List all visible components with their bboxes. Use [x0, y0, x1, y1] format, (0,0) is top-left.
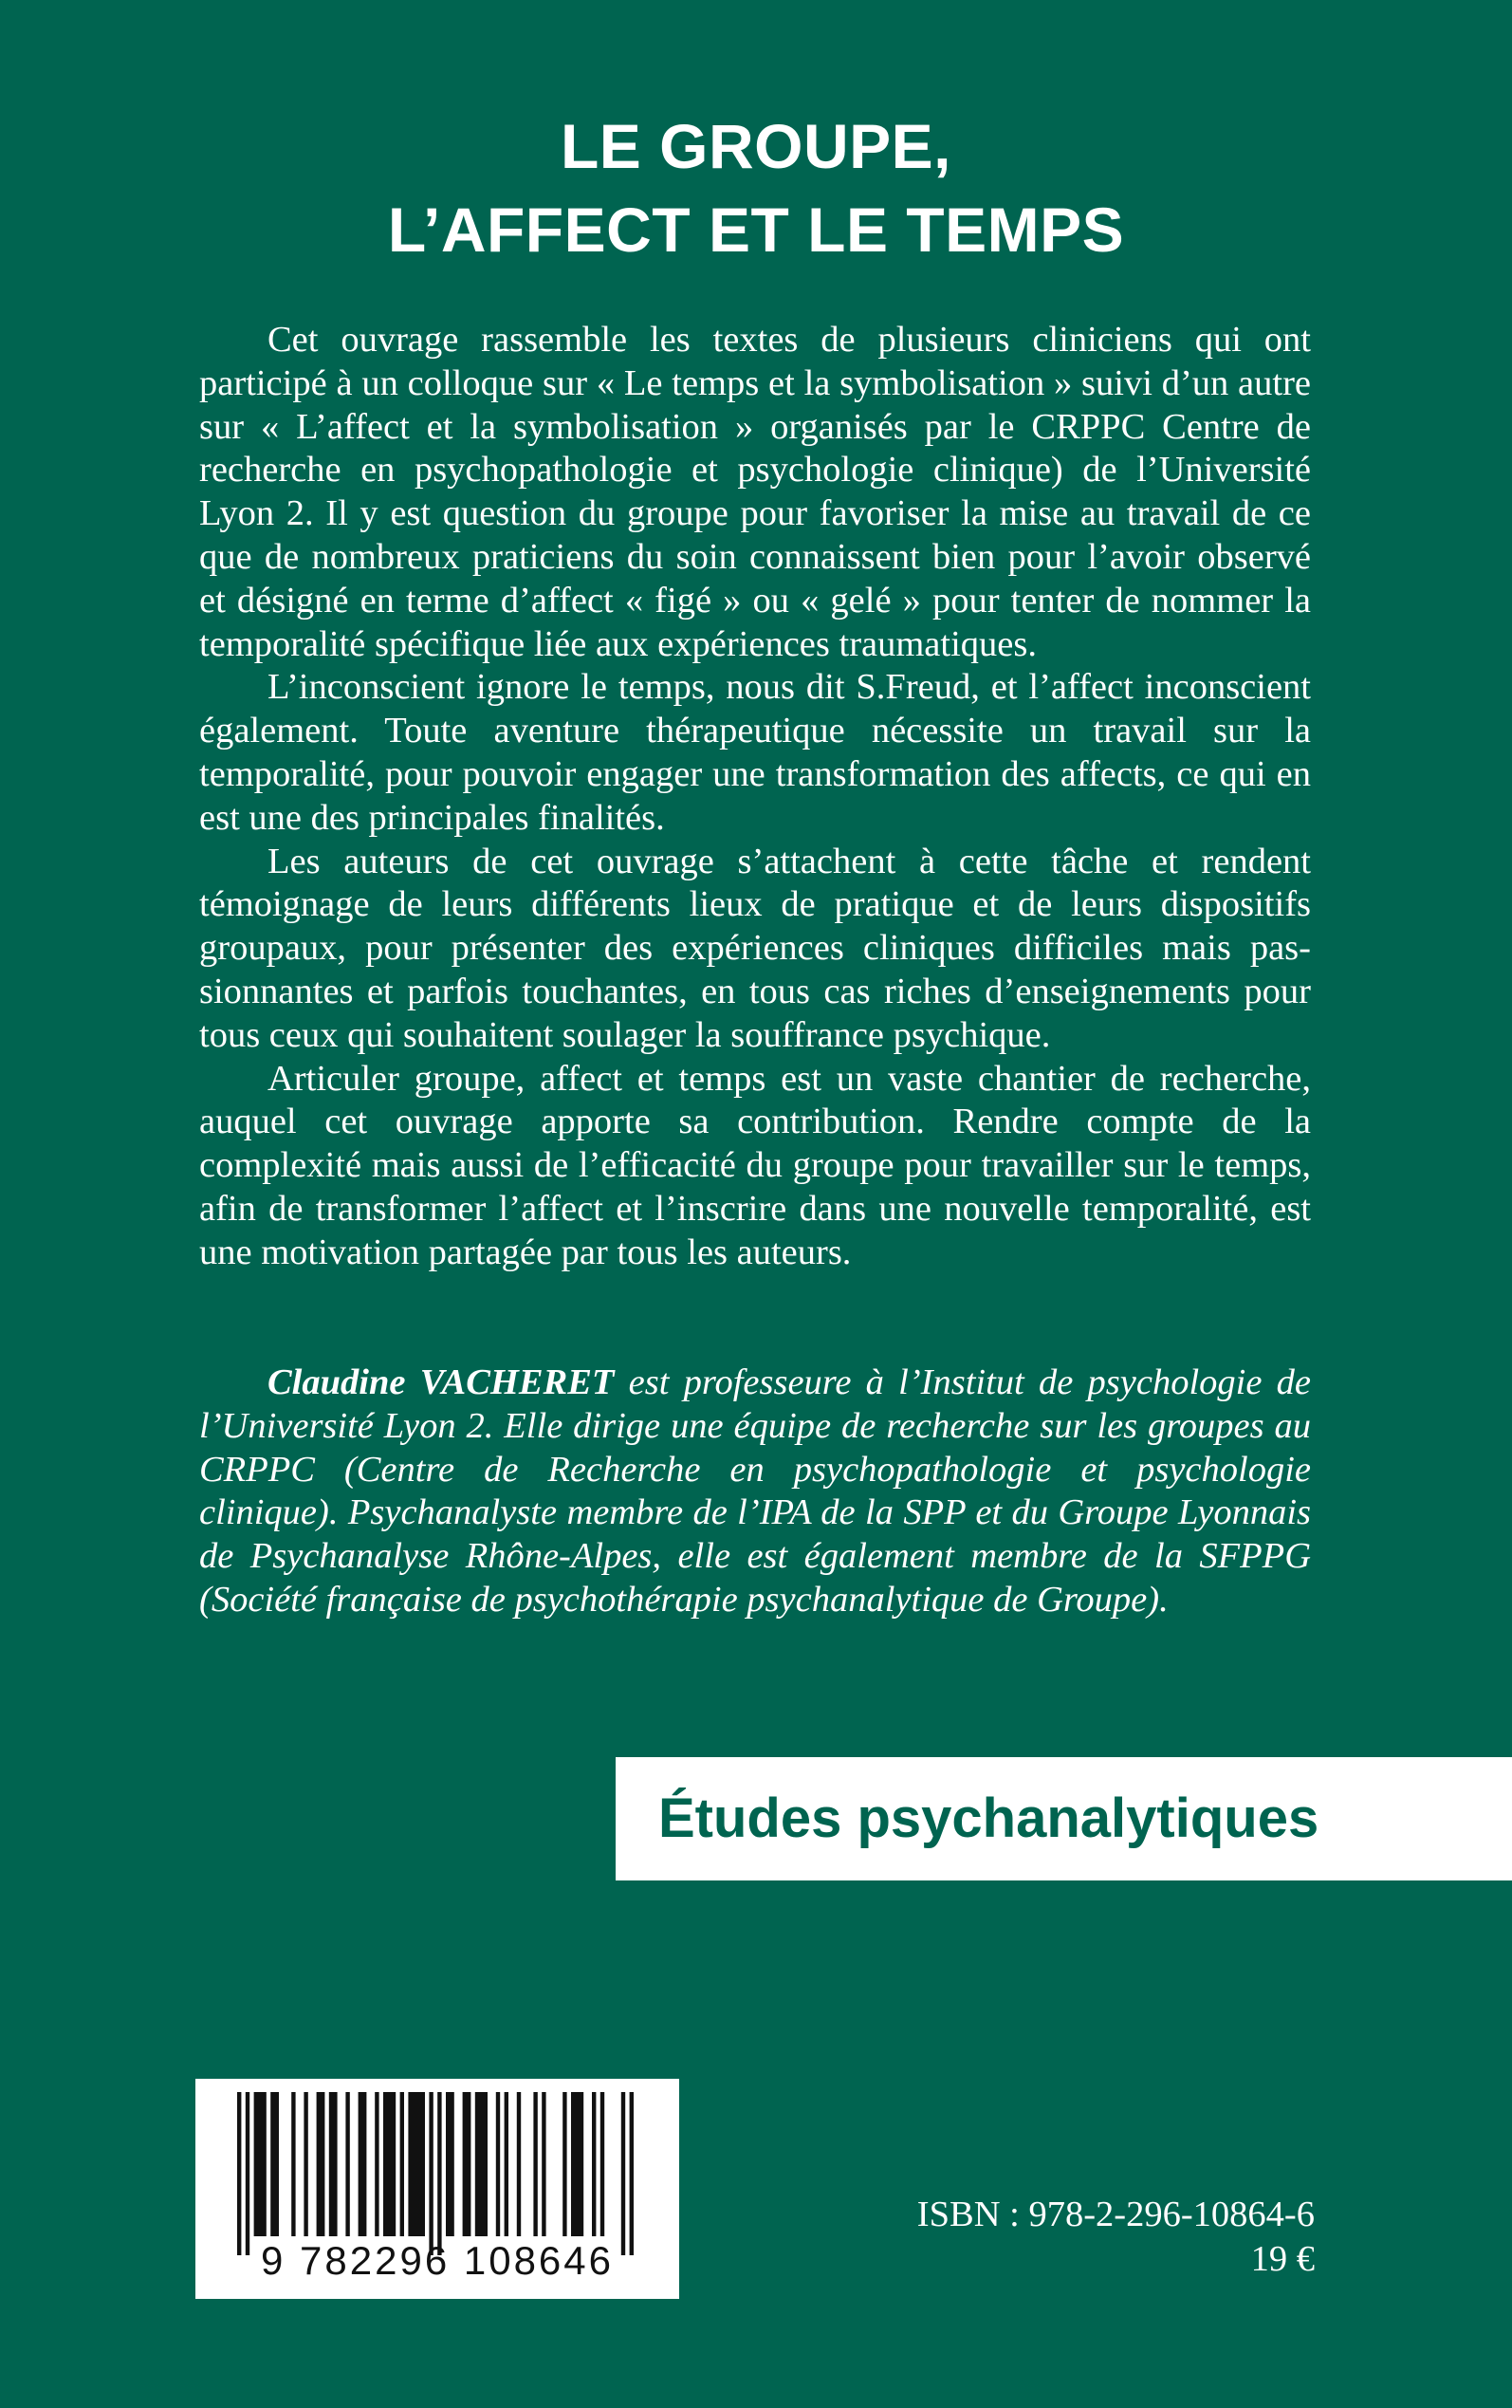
barcode-bar: [270, 2092, 279, 2236]
barcode-bar: [375, 2092, 378, 2236]
barcode-bar: [475, 2092, 488, 2236]
barcode-bar: [600, 2092, 604, 2236]
barcode-bar: [359, 2092, 367, 2236]
barcode-bar: [621, 2092, 625, 2255]
blurb-paragraph-4: Articuler groupe, affect et temps est un vaste chantier de recherche, auquel cet ouvrage apporte sa contribution. Rendre compte de la complexité mais aussi de l’efficacité du groupe pour travailler sur le temps, afin de transformer l’affect et l’inscrire dans une nouvelle temporalité, est une motivation partagée par tous les auteurs.: [199, 1058, 1311, 1272]
book-title: [0, 104, 1512, 271]
series-banner: [616, 1757, 1512, 1880]
blurb-paragraph-3: Les auteurs de cet ouvrage s’attachent à cette tâche et rendent témoignage de leurs différents lieux de pratique et de leurs dispositifs groupaux, pour présenter des expériences cliniques difficiles mais passionnantes et parfois touchantes, en tous cas riches d’enseignements pour tous ceux qui souhaitent soulager la souffrance psychique.: [199, 841, 1311, 1055]
barcode-bar: [542, 2092, 545, 2236]
series-name: Études psychanalytiques: [658, 1787, 1319, 1849]
barcode-bar: [383, 2092, 396, 2236]
author-bio: [199, 1361, 1311, 1622]
barcode-bar: [400, 2092, 404, 2236]
barcode-bar: [562, 2092, 566, 2236]
barcode-bar: [345, 2092, 349, 2236]
blurb-paragraph-1: Cet ouvrage rassemble les textes de plusieurs cliniciens qui ont participé à un colloque sur « Le temps et la symbolisation » suivi d’un autre sur « L’affect et la symbolisation » organisés par le CRPPC Centre de recherche en psychopathologie et psychologie clinique) de l’Université Lyon 2. Il y est question du groupe pour favoriser la mise au travail de ce que de nombreux praticiens du soin connaissent bien pour l’avoir observé et désigné en terme d’affect « figé » ou « gelé » pour tenter de nommer la temporalité spécifique liée aux expériences traumatiques.: [199, 320, 1311, 664]
barcode-bar: [317, 2092, 325, 2236]
isbn: ISBN : 978-2-296-10864-6: [916, 2195, 1315, 2234]
barcode-bar: [304, 2092, 307, 2236]
book-title-line-2: L’AFFECT ET LE TEMPS: [387, 194, 1125, 265]
barcode-bar: [329, 2092, 338, 2236]
barcode-bar: [505, 2092, 508, 2236]
barcode-bar: [571, 2092, 583, 2236]
barcode-bar: [429, 2092, 433, 2255]
barcode-bar: [437, 2092, 441, 2255]
barcode-bar: [592, 2092, 596, 2236]
barcode-bar: [630, 2092, 634, 2255]
barcode-bar: [291, 2092, 295, 2236]
blurb: [199, 319, 1311, 1275]
barcode-bar: [408, 2092, 425, 2236]
author-name: Claudine VACHERET: [267, 1362, 615, 1402]
barcode-bar: [246, 2092, 249, 2255]
barcode-bar: [517, 2092, 521, 2236]
price: 19 €: [1250, 2239, 1315, 2279]
barcode-digits: 9 782296 108646: [261, 2238, 614, 2283]
barcode-bar: [496, 2092, 500, 2236]
barcode-bar: [463, 2092, 471, 2236]
barcode-bar: [533, 2092, 537, 2236]
barcode-bar: [254, 2092, 267, 2236]
barcode-bar: [446, 2092, 454, 2236]
barcode: [195, 2079, 679, 2299]
book-title-line-1: LE GROUPE,: [560, 111, 952, 181]
barcode-bar: [237, 2092, 241, 2255]
blurb-paragraph-2: L’inconscient ignore le temps, nous dit S.Freud, et l’affect inconscient également. Toute aventure thérapeutique nécessite un travail sur la temporalité, pour pouvoir engager une transformation des affects, ce qui en est une des principales finalités.: [199, 667, 1311, 838]
author-bio-text: est professeure à l’Institut de psychologie de l’Université Lyon 2. Elle dirige une équipe de recherche sur les groupes au CRPPC (Centre de Recherche en psychopathologie et psychologie clinique). Psychanalyste membre de l’IPA de la SPP et du Groupe Lyonnais de Psychanalyse Rhône-Alpes, elle est également membre de la SFPPG (Société française de psychothérapie psychanalytique de Groupe).: [199, 1362, 1311, 1620]
